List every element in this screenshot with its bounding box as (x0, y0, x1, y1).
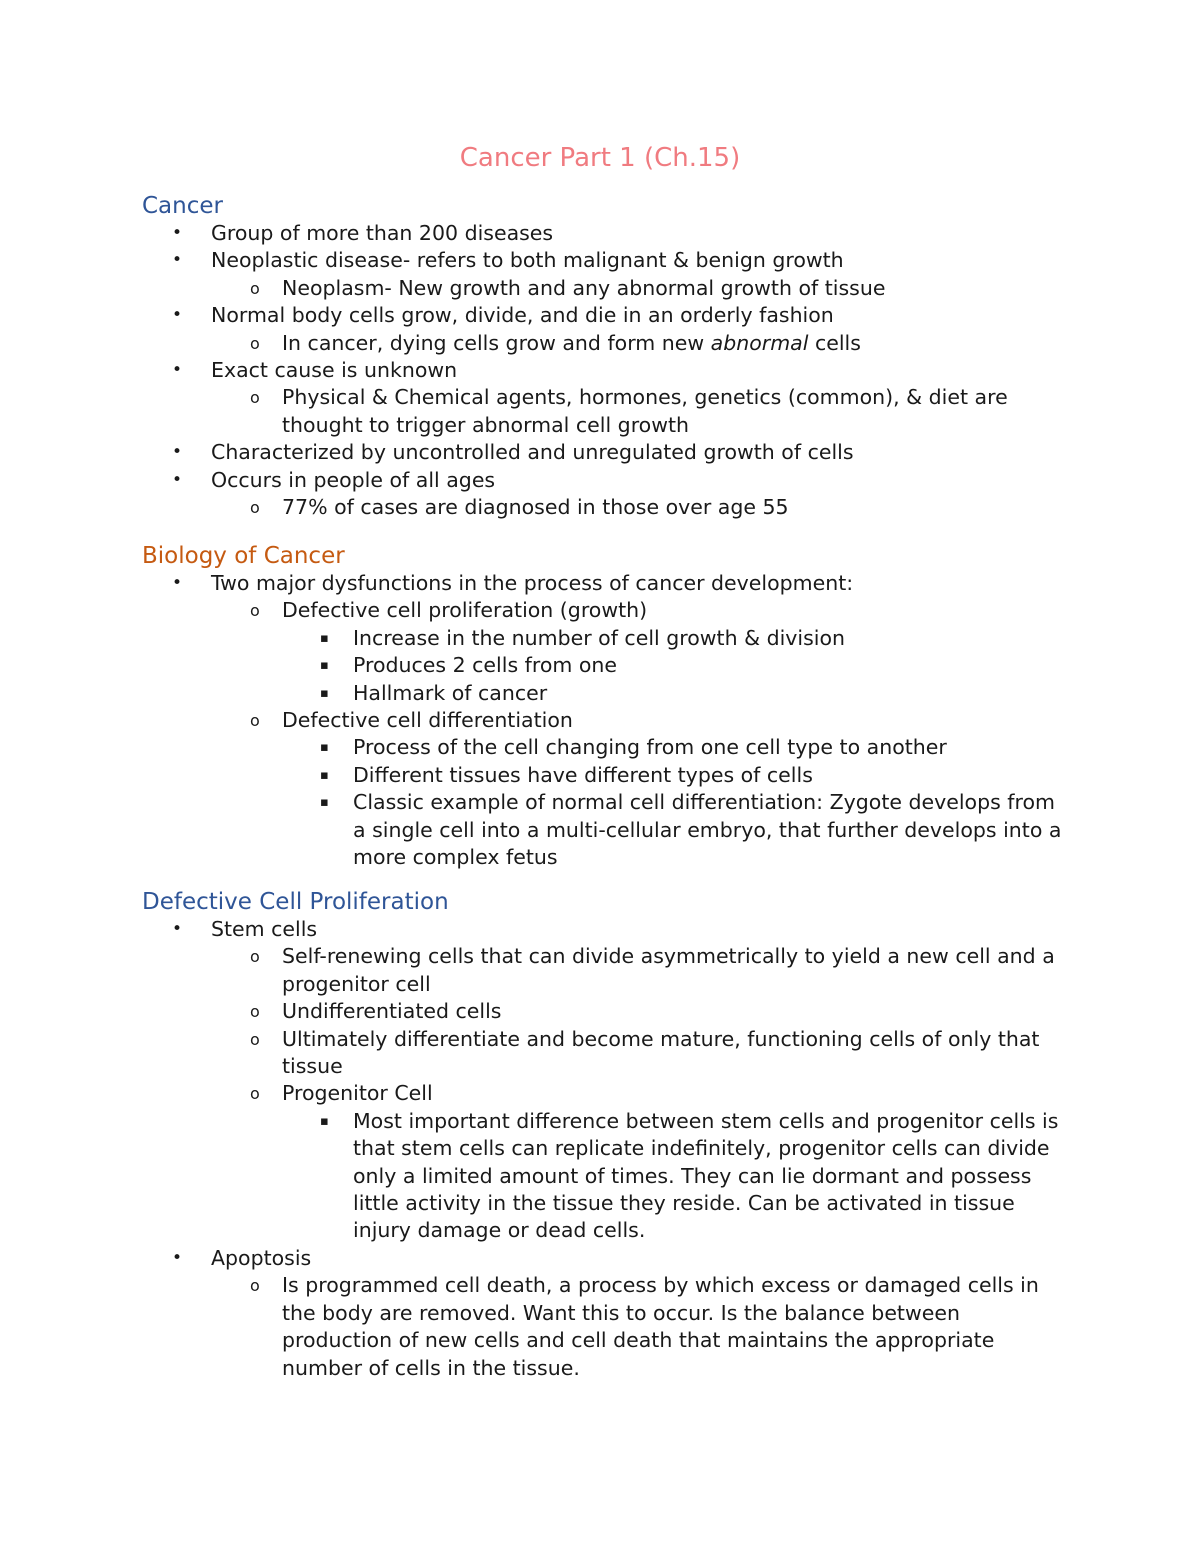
bullet-icon: • (172, 360, 183, 381)
bullet-icon: • (172, 919, 183, 939)
list-item: • Exact cause is unknown (142, 357, 1072, 384)
italic-text: abnormal (710, 330, 809, 355)
bullet-list (142, 916, 1072, 1382)
bullet-icon: • (172, 250, 183, 271)
bullet-icon: o (250, 601, 260, 621)
list-item: o Is programmed cell death, a process by which excess or damaged cells in the body are removed. Want this to occur. Is the balance between production of new cells and cell death that maintains the appropriate number of cells in the tissue. (250, 1273, 1039, 1380)
bullet-icon: o (250, 947, 260, 967)
list-item: ▪ Most important difference between stem cells and progenitor cells is that stem cells can replicate indefinitely, progenitor cells can divide only a limited amount of times. They can lie dormant and possess little activity in the tissue they reside. Can be activated in tissue injury damage or dead cells. (320, 1108, 1059, 1243)
list-item: • Two major dysfunctions in the process of cancer development: (142, 570, 1072, 597)
list-item: • Stem cells (142, 916, 1072, 943)
square-bullet-icon: ▪ (320, 685, 329, 701)
list-item: • Neoplastic disease- refers to both malignant & benign growth (142, 247, 1072, 274)
bullet-icon: • (172, 469, 183, 490)
bullet-icon: o (250, 1084, 260, 1104)
list-item: • Apoptosis (142, 1245, 1072, 1272)
bullet-icon: • (172, 305, 183, 326)
list-item: ▪ Classic example of normal cell differentiation: Zygote develops from a single cell into a multi-cellular embryo, that further develops into a more complex fetus (320, 790, 1062, 870)
bullet-icon: o (250, 1002, 260, 1022)
bullet-icon: • (172, 223, 183, 243)
list-item: ▪ Increase in the number of cell growth & division (142, 625, 1072, 652)
square-bullet-icon: ▪ (320, 767, 329, 783)
list-item: o 77% of cases are diagnosed in those over age 55 (142, 494, 1072, 521)
list-item: o Progenitor Cell (142, 1080, 1072, 1107)
square-bullet-icon: ▪ (320, 795, 329, 811)
list-item: • Occurs in people of all ages (142, 467, 1072, 494)
bullet-list (142, 570, 1072, 871)
bullet-icon: • (172, 1247, 183, 1268)
square-bullet-icon: ▪ (320, 1113, 329, 1129)
list-item: ▪ Hallmark of cancer (142, 680, 1072, 707)
bullet-icon: • (172, 573, 183, 593)
bullet-list (142, 220, 1072, 521)
list-item: o Self-renewing cells that can divide asymmetrically to yield a new cell and a progenitor cell (250, 944, 1055, 996)
list-item: ▪ Different tissues have different types of cells (142, 762, 1072, 789)
section-defective-cell-proliferation (142, 886, 1072, 1382)
bullet-icon: o (250, 1029, 260, 1049)
bullet-icon: o (250, 278, 260, 298)
section-heading: Biology of Cancer (142, 543, 345, 569)
square-bullet-icon: ▪ (320, 740, 329, 756)
list-item: • Normal body cells grow, divide, and die in an orderly fashion (142, 302, 1072, 329)
bullet-icon: o (250, 388, 260, 408)
list-item: o Undifferentiated cells (142, 998, 1072, 1025)
list-item: • Group of more than 200 diseases (142, 220, 1072, 247)
list-item: o Defective cell differentiation (142, 707, 1072, 734)
section-heading: Cancer (142, 193, 223, 219)
bullet-icon: o (250, 711, 260, 731)
bullet-icon: • (172, 442, 183, 463)
list-item: • Characterized by uncontrolled and unregulated growth of cells (142, 439, 1072, 466)
list-item: o Physical & Chemical agents, hormones, genetics (common), & diet are thought to trigger abnormal cell growth (250, 385, 1008, 437)
section-cancer (142, 190, 1072, 521)
section-heading: Defective Cell Proliferation (142, 889, 449, 915)
square-bullet-icon: ▪ (320, 630, 329, 646)
list-item: o Defective cell proliferation (growth) (142, 597, 1072, 624)
bullet-icon: o (250, 1276, 260, 1296)
square-bullet-icon: ▪ (320, 658, 329, 674)
document-title: Cancer Part 1 (Ch.15) (459, 143, 741, 173)
bullet-icon: o (250, 498, 260, 518)
bullet-icon: o (250, 333, 260, 353)
list-item: o Ultimately differentiate and become mature, functioning cells of only that tissue (250, 1026, 1040, 1079)
list-item: o In cancer, dying cells grow and form new abnormal cells (142, 330, 1072, 357)
list-item: ▪ Produces 2 cells from one (142, 652, 1072, 679)
list-item: ▪ Process of the cell changing from one cell type to another (142, 734, 1072, 761)
list-item: o Neoplasm- New growth and any abnormal growth of tissue (142, 275, 1072, 302)
section-biology-of-cancer (142, 540, 1072, 871)
